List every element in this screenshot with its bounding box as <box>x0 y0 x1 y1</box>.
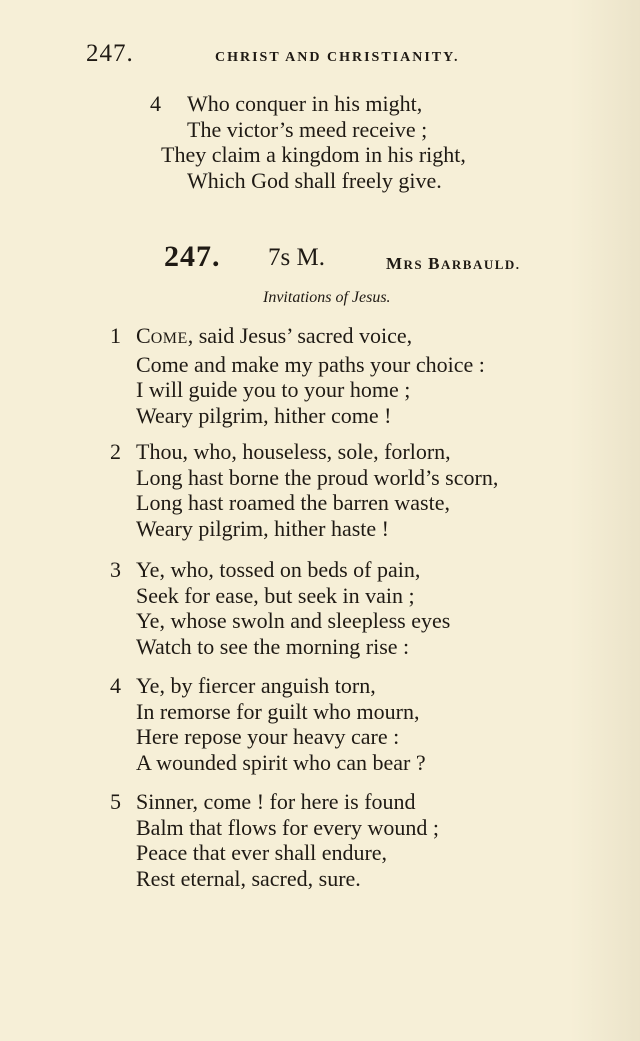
verse-line: Which God shall freely give. <box>187 167 442 193</box>
verse-line: Weary pilgrim, hither come ! <box>136 402 392 428</box>
verse-line: Peace that ever shall endure, <box>136 840 388 865</box>
verse-line: Sinner, come ! for here is found <box>136 789 416 814</box>
verse-line: Long hast borne the proud world’s scorn, <box>136 464 499 490</box>
hymn-author: MRS BARBAULD. <box>386 254 521 273</box>
page-edge-shadow <box>570 0 640 1041</box>
verse <box>136 673 426 775</box>
prev-verse-number: 4 <box>150 91 161 116</box>
verse <box>136 557 450 659</box>
verse-line: I will guide you to your home ; <box>136 377 411 402</box>
verse-line: Who conquer in his might, <box>187 91 423 116</box>
hymn-number: 247. <box>164 240 221 273</box>
verse-number: 5 <box>110 789 121 814</box>
verse-line: Thou, who, houseless, sole, forlorn, <box>136 439 451 464</box>
verse-number: 3 <box>110 557 121 582</box>
hymn-title: Invitations of Jesus. <box>263 289 391 306</box>
running-title: CHRIST AND CHRISTIANITY. <box>215 50 460 65</box>
page-number: 247. <box>86 40 134 67</box>
verse-line: Rest eternal, sacred, sure. <box>136 865 361 891</box>
verse <box>136 789 439 891</box>
verse-line: Seek for ease, but seek in vain ; <box>136 582 415 608</box>
verse-line: A wounded spirit who can bear ? <box>136 749 426 775</box>
verse-number: 1 <box>110 323 121 348</box>
verse-line: Long hast roamed the barren waste, <box>136 490 450 515</box>
verse <box>136 439 498 541</box>
verse <box>136 323 485 428</box>
verse-line: Ye, who, tossed on beds of pain, <box>136 557 421 582</box>
verse-line: Ye, by fiercer anguish torn, <box>136 673 376 698</box>
verse-number: 4 <box>110 673 121 698</box>
verse-line: Ye, whose swoln and sleepless eyes <box>136 608 451 633</box>
verse-line: The victor’s meed receive ; <box>187 116 428 142</box>
verse-number: 2 <box>110 439 121 464</box>
verse-line: Balm that flows for every wound ; <box>136 814 440 840</box>
verse-line: Watch to see the morning rise : <box>136 633 410 659</box>
verse-line: In remorse for guilt who mourn, <box>136 698 420 724</box>
verse-line: Weary pilgrim, hither haste ! <box>136 515 389 541</box>
prev-verse <box>161 91 466 193</box>
hymn-meter: 7s M. <box>268 244 325 271</box>
verse-line: Come and make my paths your choice : <box>136 351 485 377</box>
verse-line: Here repose your heavy care : <box>136 724 400 749</box>
verse-line: They claim a kingdom in his right, <box>161 142 466 167</box>
verse-line: COME, said Jesus’ sacred voice, <box>136 323 413 348</box>
